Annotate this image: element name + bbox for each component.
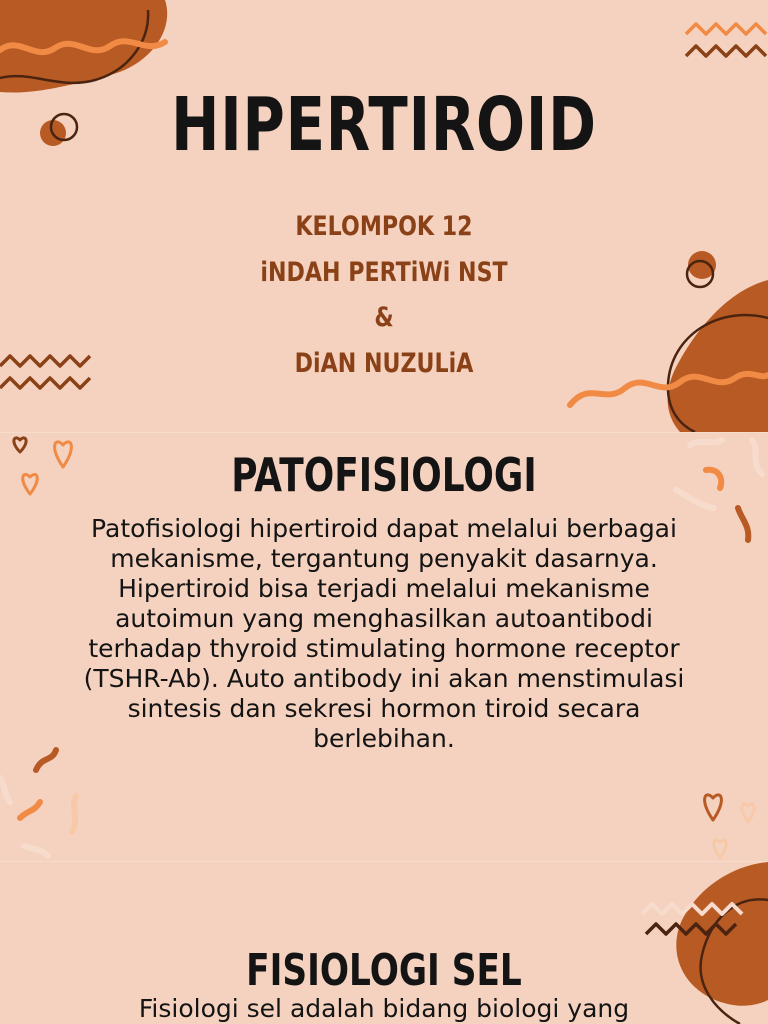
group-label: KELOMPOK 12	[295, 211, 473, 242]
page-title: HIPERTIROID	[171, 82, 597, 168]
blob-bottom-right	[676, 862, 768, 1006]
hearts-left	[14, 438, 71, 494]
section-divider-2	[0, 861, 768, 862]
squiggles-left-mid	[0, 750, 76, 856]
section-body-fisiologi-sel: Fisiologi sel adalah bidang biologi yang	[138, 994, 630, 1023]
zigzag-top-right-1	[686, 24, 766, 34]
section-heading-fisiologi-sel: FISIOLOGI SEL	[246, 945, 522, 996]
authors-block	[69, 204, 699, 386]
section-divider-1	[0, 432, 768, 433]
author-name-2: DiAN NUZULiA	[294, 347, 474, 379]
zigzag-top-right-2	[686, 46, 766, 56]
author-connector: &	[374, 302, 394, 333]
section-heading-patofisiologi: PATOFISIOLOGI	[231, 448, 537, 502]
section-body-patofisiologi: Patofisiologi hipertiroid dapat melalui berbagai mekanisme, tergantung penyakit dasarnya. Hipertiroid bisa terjadi melalui mekanisme autoimun yang menghasilkan autoantibodi terhadap thyroid stimulating hormone receptor (TSHR-Ab). Auto antibody ini akan menstimulasi sintesis dan sekresi hormon tiroid secara berlebihan.	[83, 514, 685, 753]
author-name-1: iNDAH PERTiWi NST	[260, 256, 508, 288]
hearts-right-lower	[705, 795, 754, 858]
